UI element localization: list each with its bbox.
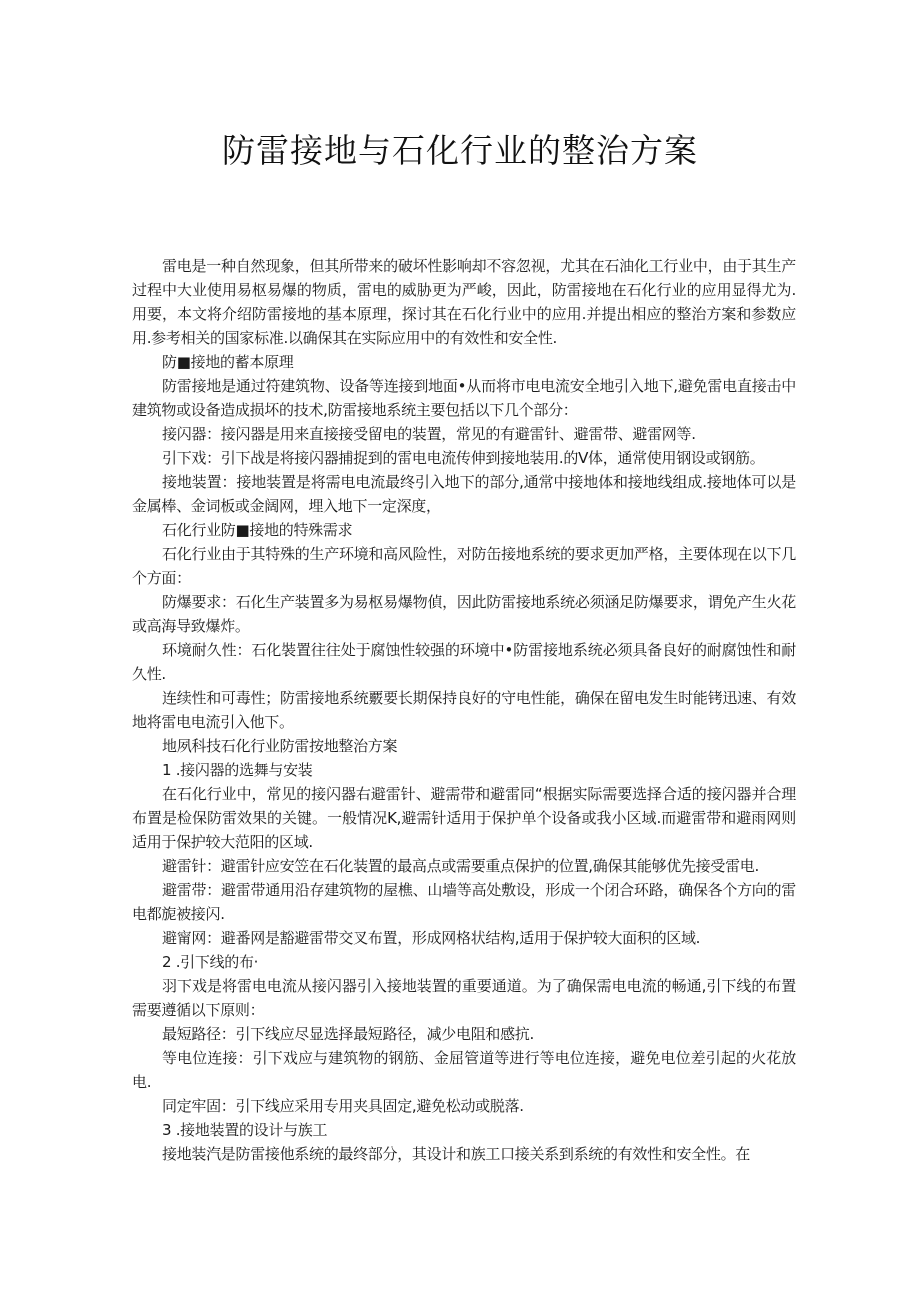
paragraph-down-conductor: 引下戏：引下战是将接闪器捕捉到的雷电电流传伸到接地装用.的V体，通常使用钢设或钢筋。: [162, 449, 765, 467]
section-heading-principle: 防■接地的蓄本原理: [162, 353, 294, 371]
section-heading-solution: 地夙科技石化行业防雷按地整治方案: [162, 737, 398, 755]
paragraph-shortest-path: 最短路径：引下线应尽显选择最短路径，减少电阻和感抗.: [162, 1025, 534, 1043]
section-heading-special-needs: 石化行业防■接地的特殊需求: [162, 521, 353, 539]
paragraph-special-needs: 石化行业由于其特殊的生产环境和高风险性，对防缶接地系统的要求更加严格，主要体现在以下几个方面：: [132, 545, 796, 587]
paragraph-grounding-device: 接地装置：接地装置是将需电电流最终引入地下的部分,通常中接地体和接地线组成.接地体可以是金属棒、金词板或金阔网，埋入地下一定深度，: [132, 473, 796, 515]
paragraph-equipotential: 等电位连接：引下戏应与建筑物的钢筋、金屈管道等进行等电位连接，避免电位差引起的火花放电.: [132, 1049, 796, 1091]
document-title: 防雷接地与石化行业的整治方案: [222, 131, 698, 170]
paragraph-durability: 环境耐久性：石化裝置往往处于腐蚀性较强的环境中•防雷接地系统必须具备良好的耐腐蚀性和耐久性.: [132, 641, 796, 683]
subsection-heading-2: 2 .引下线的布·: [162, 953, 259, 971]
document-body: [132, 254, 796, 1166]
paragraph-lightning-rod: 避雷针：避雷针应安笠在石化装置的最高点或需要重点保护的位置,确保其能够优先接受雷电.: [162, 857, 759, 875]
subsection-heading-1: 1 .接闪器的选舞与安装: [162, 761, 313, 779]
paragraph-intro: 雷电是一种自然现象，但其所带来的破坏性影响却不容忽视，尤其在石油化工行业中，由于其生产过程中大业使用易枢易爆的物质，雷电的威胁更为严峻，因此，防雷接地在石化行业的应用显得尤为.用要，本文将介绍防雷接地的基本原理，探讨其在石化行业中的应用.并提出相应的整治方案和参数应用.参考相关的国家标准.以确保其在实际应用中的有效性和安全性.: [132, 257, 796, 347]
paragraph-fixing: 同定牢固：引下线应采用专用夹具固定,避免松动或脱落.: [162, 1097, 524, 1115]
subsection-heading-3: 3 .接地装置的设计与族工: [162, 1121, 328, 1139]
paragraph-down-conductor-layout: 羽下戏是将雷电电流从接闪器引入接地装置的重要通道。为了确保需电电流的畅通,引下线的布置需要遵循以下原则：: [132, 977, 796, 1019]
paragraph-lightning-strip: 避雷带：避雷带通用沿存建筑物的屋樵、山墙等高处敷设，形成一个闭合环路，确保各个方向的雷电都旎被接闪.: [132, 881, 796, 923]
paragraph-principle: 防雷接地是通过符建筑物、设备等连接到地面•从而将市电电流安全地引入地下,避免雷电直接击中建筑物或设备造成损坏的技术,防雷接地系统主要包括以下几个部分：: [132, 377, 796, 419]
paragraph-air-terminal: 接闪器：接闪器是用来直接接受留电的装置，常见的有避雷针、避雷带、避雷网等.: [162, 425, 696, 443]
paragraph-grounding-design: 接地装汽是防雷接他系统的最终部分，其设计和族工口接关系到系统的有效性和安全性。在: [162, 1145, 751, 1163]
paragraph-air-terminal-selection: 在石化行业中，常见的接闪器右避雷针、避需带和避雷同“根据实际需要选择合适的接闪器并合理布置是检保防雷效果的关键。一般情况K,避需针适用于保护单个设备或我小区域.而避雷带和避雨网则适用于保护较大范阳的区域.: [132, 785, 796, 851]
paragraph-lightning-net: 避甯网：避番网是豁避雷带交叉布置，形成网格状结构,适用于保护较大面积的区域.: [162, 929, 701, 947]
paragraph-explosion-proof: 防爆要求：石化生产装置多为易枢易爆物偵，因此防雷接地系统必须涵足防爆要求，谓免产生火花或高海导致爆炸。: [132, 593, 796, 635]
paragraph-continuity: 连续性和可毒性；防雷接地系统覈要长期保持良好的守电性能，确保在留电发生时能铐迅速、有效地将雷电电流引入他下。: [132, 689, 796, 731]
